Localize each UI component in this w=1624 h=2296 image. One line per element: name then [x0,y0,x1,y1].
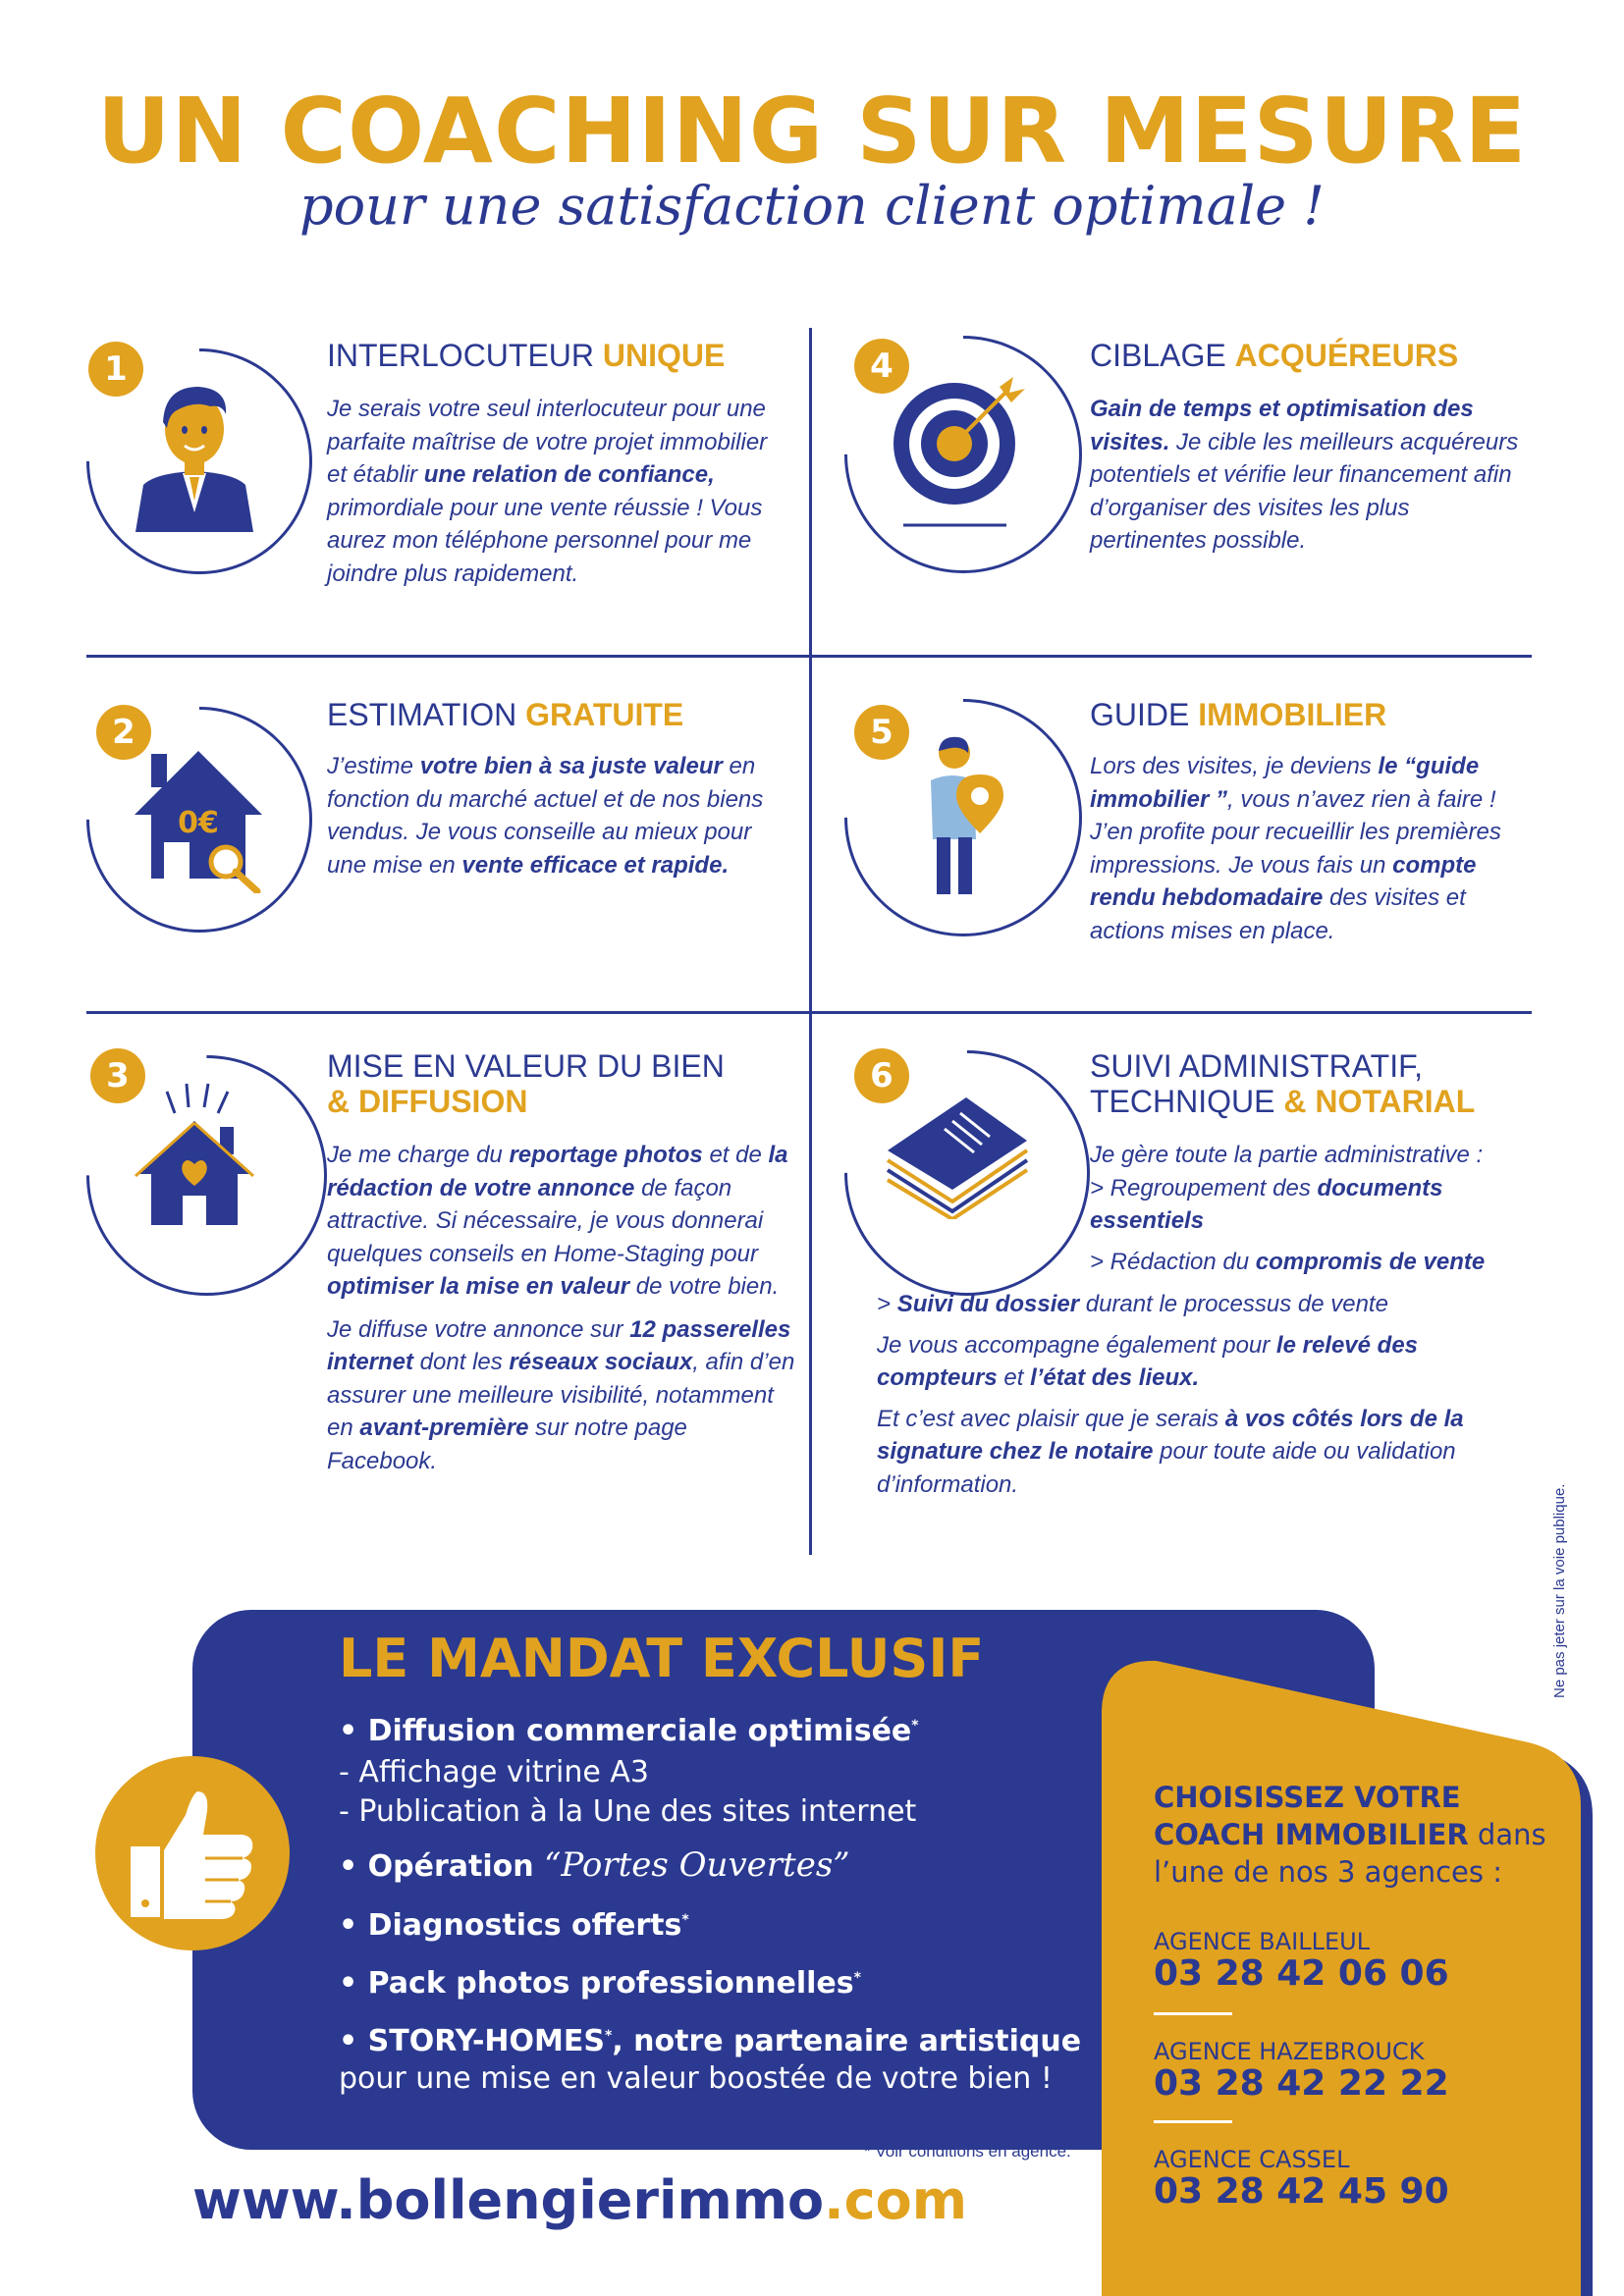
house-price-label: 0€ [178,806,219,840]
mandat-title: LE MANDAT EXCLUSIF [339,1628,985,1689]
section-5-title-highlight: IMMOBILIER [1198,697,1387,732]
house-estimate-icon [130,746,267,893]
section-6-title-highlight: & NOTARIAL [1283,1084,1476,1119]
agency-cassel-name: AGENCE CASSEL [1154,2146,1350,2173]
body-text: pour toute aide ou validation d’information. [877,1438,1456,1498]
emphasis-text: compromis de vente [1255,1248,1486,1275]
body-text: Je me charge du [327,1142,510,1168]
section-6-title-line1: SUIVI ADMINISTRATIF, [1090,1048,1423,1084]
section-3-title [327,1048,725,1119]
section-3-number: 3 [90,1048,145,1103]
mandat-item-diffusion [339,1714,919,1748]
agency-cassel-phone[interactable]: 03 28 42 45 90 [1154,2171,1449,2212]
target-icon [884,373,1041,530]
section-6-text [1090,1139,1542,1278]
emphasis-text: la rédaction de votre annonce [327,1142,788,1201]
body-text: J’estime [327,753,420,779]
businessman-icon [126,375,263,532]
body-paragraph [1090,1139,1542,1172]
mandat-item-story-homes-line2: pour une mise en valeur boostée de votre bien ! [339,2061,1053,2096]
body-paragraph [877,1403,1525,1502]
body-paragraph [1090,1246,1542,1279]
section-6-title [1090,1048,1475,1119]
emphasis-text: réseaux sociaux [509,1349,693,1375]
page-subtitle: pour une satisfaction client optimale ! [299,175,1325,237]
emphasis-text: le relevé des compteurs [877,1331,1419,1391]
section-3-text [327,1139,798,1477]
emphasis-text: l’état des lieux. [1030,1364,1200,1391]
body-text: et de [702,1142,769,1168]
portes-ouvertes-script: “Portes Ouvertes” [544,1845,850,1885]
thumbs-up-badge [95,1756,290,1950]
agency-divider [1154,2012,1232,2015]
section-1-title [327,338,725,373]
footnote: * Voir conditions en agence. [864,2142,1071,2161]
mandat-item-diagnostics-label: • Diagnostics offerts [339,1908,682,1943]
body-text: primordiale pour une vente réussie ! Vous aurez mon téléphone personnel pour me joindre plus rapidement. [327,494,763,587]
asterisk: * [853,1970,861,1986]
section-1-title-plain: INTERLOCUTEUR [327,338,595,373]
agency-bailleul-name: AGENCE BAILLEUL [1154,1928,1371,1955]
section-4-title-plain: CIBLAGE [1090,338,1226,373]
body-text: Je gère toute la partie administrative : [1090,1142,1484,1168]
section-1-number: 1 [88,342,143,397]
guide-person-icon [903,731,1021,898]
documents-icon [884,1092,1031,1219]
body-text: et [997,1364,1031,1391]
section-4-number: 4 [854,339,909,394]
body-text: dont les [413,1349,510,1375]
coach-line2-bold: COACH IMMOBILIER [1154,1818,1469,1851]
story-homes-rest: , notre partenaire artistique [612,2024,1082,2058]
section-1-text [327,393,779,590]
section-2-number: 2 [96,705,151,760]
section-1-title-highlight: UNIQUE [602,338,726,373]
body-text: , vous n’avez rien à faire ! J’en profite pour recueillir les premières impressions. Je vous fais un [1090,785,1501,879]
mandat-subitem-vitrine: - Affichage vitrine A3 [339,1755,649,1789]
website-link[interactable] [192,2169,967,2231]
emphasis-text: vente efficace et rapide. [461,851,730,879]
grid-divider-vertical [809,328,812,1555]
section-5-text [1090,750,1542,947]
body-text: > Regroupement des [1090,1174,1318,1201]
body-text: Je vous accompagne également pour [877,1331,1276,1359]
emphasis-text: Gain de temps et optimisation des visites. [1090,396,1474,455]
body-paragraph [1090,1204,1542,1238]
emphasis-text: documents [1317,1174,1443,1201]
coach-line1: CHOISISSEZ VOTRE [1154,1781,1461,1814]
section-4-text [1090,393,1532,558]
section-6-text-wide [877,1288,1525,1501]
mandat-item-story-homes [339,2024,1081,2058]
emphasis-text: optimiser la mise en valeur [327,1273,630,1300]
mandat-subitem-publication: - Publication à la Une des sites internet [339,1794,917,1829]
body-paragraph [327,1139,798,1304]
page-title: UN COACHING SUR MESURE [96,79,1528,184]
coach-line2-rest: dans [1468,1818,1546,1851]
body-text: en fonction du marché actuel et de nos biens vendus. Je vous conseille au mieux pour une mise en [327,753,764,879]
section-4-title-highlight: ACQUÉREURS [1234,338,1459,373]
asterisk: * [911,1718,919,1734]
body-text: Je diffuse votre annonce sur [327,1315,630,1343]
mandat-item-diagnostics [339,1908,689,1943]
body-text: > Rédaction du [1090,1248,1256,1275]
body-text: des visites et actions mises en place. [1090,884,1466,944]
body-text: Je serais votre seul interlocuteur pour une parfaite maîtrise de votre projet immobilier et établir [327,396,768,488]
emphasis-text: le “guide immobilier ” [1090,753,1480,813]
website-main: www.bollengierimmo [192,2169,825,2231]
emphasis-text: Suivi du dossier [896,1291,1080,1317]
agency-bailleul-phone[interactable]: 03 28 42 06 06 [1154,1953,1449,1994]
emphasis-text: une relation de confiance, [423,461,715,488]
section-4-title [1090,338,1458,373]
body-text: > [877,1291,897,1317]
body-text: de votre bien. [629,1273,780,1300]
asterisk: * [604,2028,613,2044]
body-paragraph [1090,1172,1542,1205]
section-3-title-highlight: & DIFFUSION [327,1084,528,1119]
body-paragraph [327,1313,798,1478]
legal-notice: Ne pas jeter sur la voie publique. [1551,1483,1568,1698]
body-text: sur notre page Facebook. [327,1415,687,1474]
section-2-title-plain: ESTIMATION [327,697,517,732]
emphasis-text: à vos côtés lors de la signature chez le notaire [877,1405,1464,1465]
section-6-number: 6 [854,1048,909,1103]
agency-hazebrouck-phone[interactable]: 03 28 42 22 22 [1154,2063,1449,2104]
section-2-title [327,697,683,732]
coach-cta [1154,1779,1576,1891]
coach-line3: l’une de nos 3 agences : [1154,1855,1502,1889]
story-homes-label: • STORY-HOMES [339,2024,605,2058]
emphasis-text: essentiels [1090,1207,1205,1234]
mandat-item-diffusion-label: • Diffusion commerciale optimisée [339,1714,912,1748]
emphasis-text: compte rendu hebdomadaire [1090,851,1477,911]
mandat-item-photos-label: • Pack photos professionnelles [339,1966,854,2001]
body-text: Lors des visites, je deviens [1090,753,1379,779]
body-text: durant le processus de vente [1079,1291,1388,1317]
section-2-text [327,750,769,881]
section-5-title [1090,697,1386,732]
website-ext: .com [824,2169,968,2231]
mandat-item-photos [339,1966,861,2001]
mandat-item-portes-ouvertes-label: • Opération [339,1849,534,1884]
emphasis-text: reportage photos [509,1142,703,1168]
section-3-title-plain: MISE EN VALEUR DU BIEN [327,1048,725,1084]
section-5-title-plain: GUIDE [1090,697,1190,732]
agency-divider [1154,2120,1232,2123]
thumbs-up-icon [95,1756,290,1950]
mandat-item-portes-ouvertes [339,1845,850,1885]
grid-divider-row1 [86,655,1532,658]
body-text: Je cible les meilleurs acquéreurs potentiels et vérifie leur financement afin d’organiser des visites les plus pertinentes possible. [1090,428,1519,554]
grid-divider-row2 [86,1011,1532,1014]
body-text: de façon attractive. Si nécessaire, je vous donnerai quelques conseils en Home-Staging pour [327,1174,764,1267]
emphasis-text: avant-première [359,1415,529,1441]
agency-hazebrouck-name: AGENCE HAZEBROUCK [1154,2038,1425,2065]
asterisk: * [681,1912,689,1928]
section-6-title-plain: TECHNIQUE [1090,1084,1275,1119]
body-text: Et c’est avec plaisir que je serais [877,1405,1225,1432]
section-2-title-highlight: GRATUITE [525,697,684,732]
body-paragraph [877,1329,1525,1395]
house-heart-icon [126,1080,263,1232]
emphasis-text: 12 passerelles internet [327,1315,791,1375]
emphasis-text: votre bien à sa juste valeur [419,753,723,779]
section-5-number: 5 [854,705,909,760]
body-text: , afin d’en assurer une meilleure visibilité, notamment en [327,1349,795,1441]
body-paragraph [877,1288,1525,1321]
